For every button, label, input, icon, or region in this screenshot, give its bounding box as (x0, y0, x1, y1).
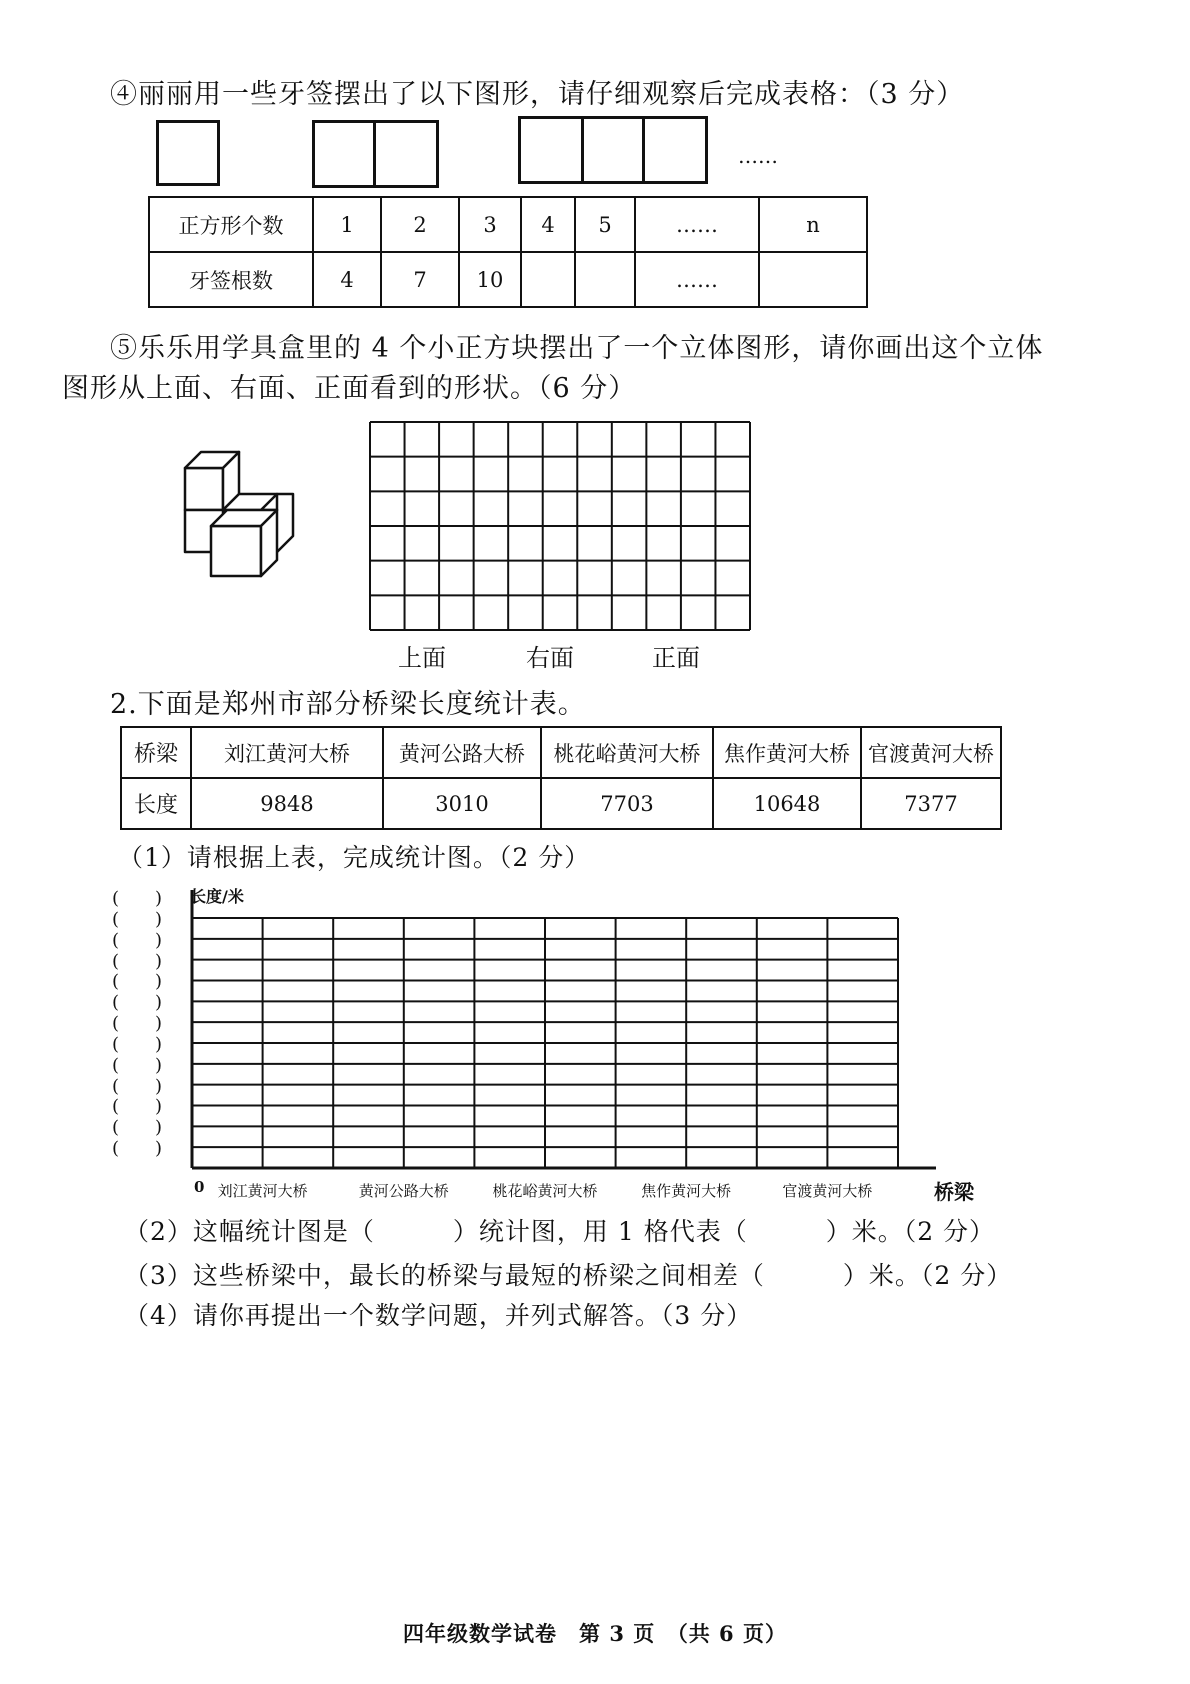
figure-1-square (156, 120, 220, 186)
toothpick-table (148, 196, 868, 308)
bridge-name: 刘江黄河大桥 (191, 727, 383, 778)
bridge-length: 3010 (383, 778, 541, 829)
x-category-label: 刘江黄河大桥 (217, 1182, 308, 1200)
x-category-label: 黄河公路大桥 (358, 1182, 449, 1200)
table-cell: …… (635, 197, 759, 252)
q2-sub3: （3）这些桥梁中，最长的桥梁与最短的桥梁之间相差（ ）米。（2 分） (124, 1261, 1013, 1290)
chart-y-axis-label: 长度/米 (190, 887, 244, 906)
q4-prompt: ④丽丽用一些牙签摆出了以下图形，请仔细观察后完成表格：（3 分） (110, 79, 965, 110)
length-header-label: 长度 (121, 778, 191, 829)
grid-label-top: 上面 (398, 644, 446, 672)
toothpick-row-sticks (149, 252, 867, 307)
drawing-grid[interactable] (368, 420, 752, 632)
bridge-length: 10648 (713, 778, 861, 829)
bridge-name: 焦作黄河大桥 (713, 727, 861, 778)
table-cell: 2 (381, 197, 459, 252)
y-tick-placeholder[interactable]: ( ) (112, 888, 163, 909)
bridge-header-label: 桥梁 (121, 727, 191, 778)
bridge-name: 官渡黄河大桥 (861, 727, 1001, 778)
figure-3-square-c (642, 116, 708, 184)
table-cell: 4 (313, 252, 381, 307)
x-category-label: 桃花峪黄河大桥 (492, 1182, 598, 1200)
page-footer: 四年级数学试卷 第 3 页 （共 6 页） (403, 1621, 787, 1646)
y-tick-placeholder[interactable]: ( ) (112, 929, 163, 951)
table-cell: n (759, 197, 867, 252)
table-cell: 1 (313, 197, 381, 252)
y-tick-placeholder[interactable]: ( ) (112, 1117, 163, 1139)
x-category-label: 官渡黄河大桥 (782, 1182, 873, 1200)
y-tick-placeholder[interactable]: ( ) (112, 1033, 163, 1055)
chart-x-axis-label: 桥梁 (934, 1180, 974, 1204)
bridge-name: 黄河公路大桥 (383, 727, 541, 778)
table-cell: 3 (459, 197, 521, 252)
answer-cell[interactable] (759, 252, 867, 307)
y-tick-placeholder[interactable]: ( ) (112, 1075, 163, 1097)
cube-figure-icon (175, 440, 305, 590)
row-header: 正方形个数 (149, 197, 313, 252)
y-tick-placeholder[interactable]: ( ) (112, 1054, 163, 1076)
figure-2-square-a (312, 120, 376, 188)
answer-cell[interactable] (521, 252, 575, 307)
q2-sub2: （2）这幅统计图是（ ）统计图，用 1 格代表（ ）米。（2 分） (124, 1217, 996, 1246)
q2-sub1: （1）请根据上表，完成统计图。（2 分） (118, 843, 591, 872)
bridge-length: 7377 (861, 778, 1001, 829)
figure-3-square-a (518, 116, 584, 184)
y-tick-placeholder[interactable]: ( ) (112, 1013, 163, 1034)
table-cell: …… (635, 252, 759, 307)
y-tick-placeholder[interactable]: ( ) (112, 1138, 163, 1159)
bridge-name: 桃花峪黄河大桥 (541, 727, 713, 778)
figure-2-square-b (373, 120, 439, 188)
y-tick-placeholder[interactable]: ( ) (112, 950, 163, 972)
table-cell: 10 (459, 252, 521, 307)
y-tick-placeholder[interactable]: ( ) (112, 1096, 163, 1118)
grid-label-front: 正面 (652, 644, 700, 672)
y-tick-placeholder[interactable]: ( ) (112, 992, 163, 1014)
figure-3-square-b (581, 116, 645, 184)
y-tick-placeholder[interactable]: ( ) (112, 971, 163, 993)
chart-origin-label: 0 (194, 1178, 205, 1196)
table-cell: 5 (575, 197, 635, 252)
row-header: 牙签根数 (149, 252, 313, 307)
bridge-length-table (120, 726, 1002, 830)
figures-ellipsis: …… (738, 144, 778, 168)
table-cell: 7 (381, 252, 459, 307)
q5-prompt-line2: 图形从上面、右面、正面看到的形状。（6 分） (62, 373, 637, 404)
x-category-label: 焦作黄河大桥 (641, 1182, 732, 1200)
bridge-name-row (121, 727, 1001, 778)
answer-cell[interactable] (575, 252, 635, 307)
q5-prompt-line1: ⑤乐乐用学具盒里的 4 个小正方块摆出了一个立体图形，请你画出这个立体 (110, 333, 1044, 364)
toothpick-row-squares (149, 197, 867, 252)
bridge-length: 9848 (191, 778, 383, 829)
chart-plot-area (186, 880, 946, 1180)
y-tick-placeholder[interactable]: ( ) (112, 908, 163, 930)
bridge-length-row (121, 778, 1001, 829)
q2-title: 2.下面是郑州市部分桥梁长度统计表。 (110, 689, 586, 720)
grid-label-right: 右面 (526, 644, 574, 672)
table-cell: 4 (521, 197, 575, 252)
bridge-length: 7703 (541, 778, 713, 829)
q2-sub4: （4）请你再提出一个数学问题，并列式解答。（3 分） (124, 1301, 753, 1330)
